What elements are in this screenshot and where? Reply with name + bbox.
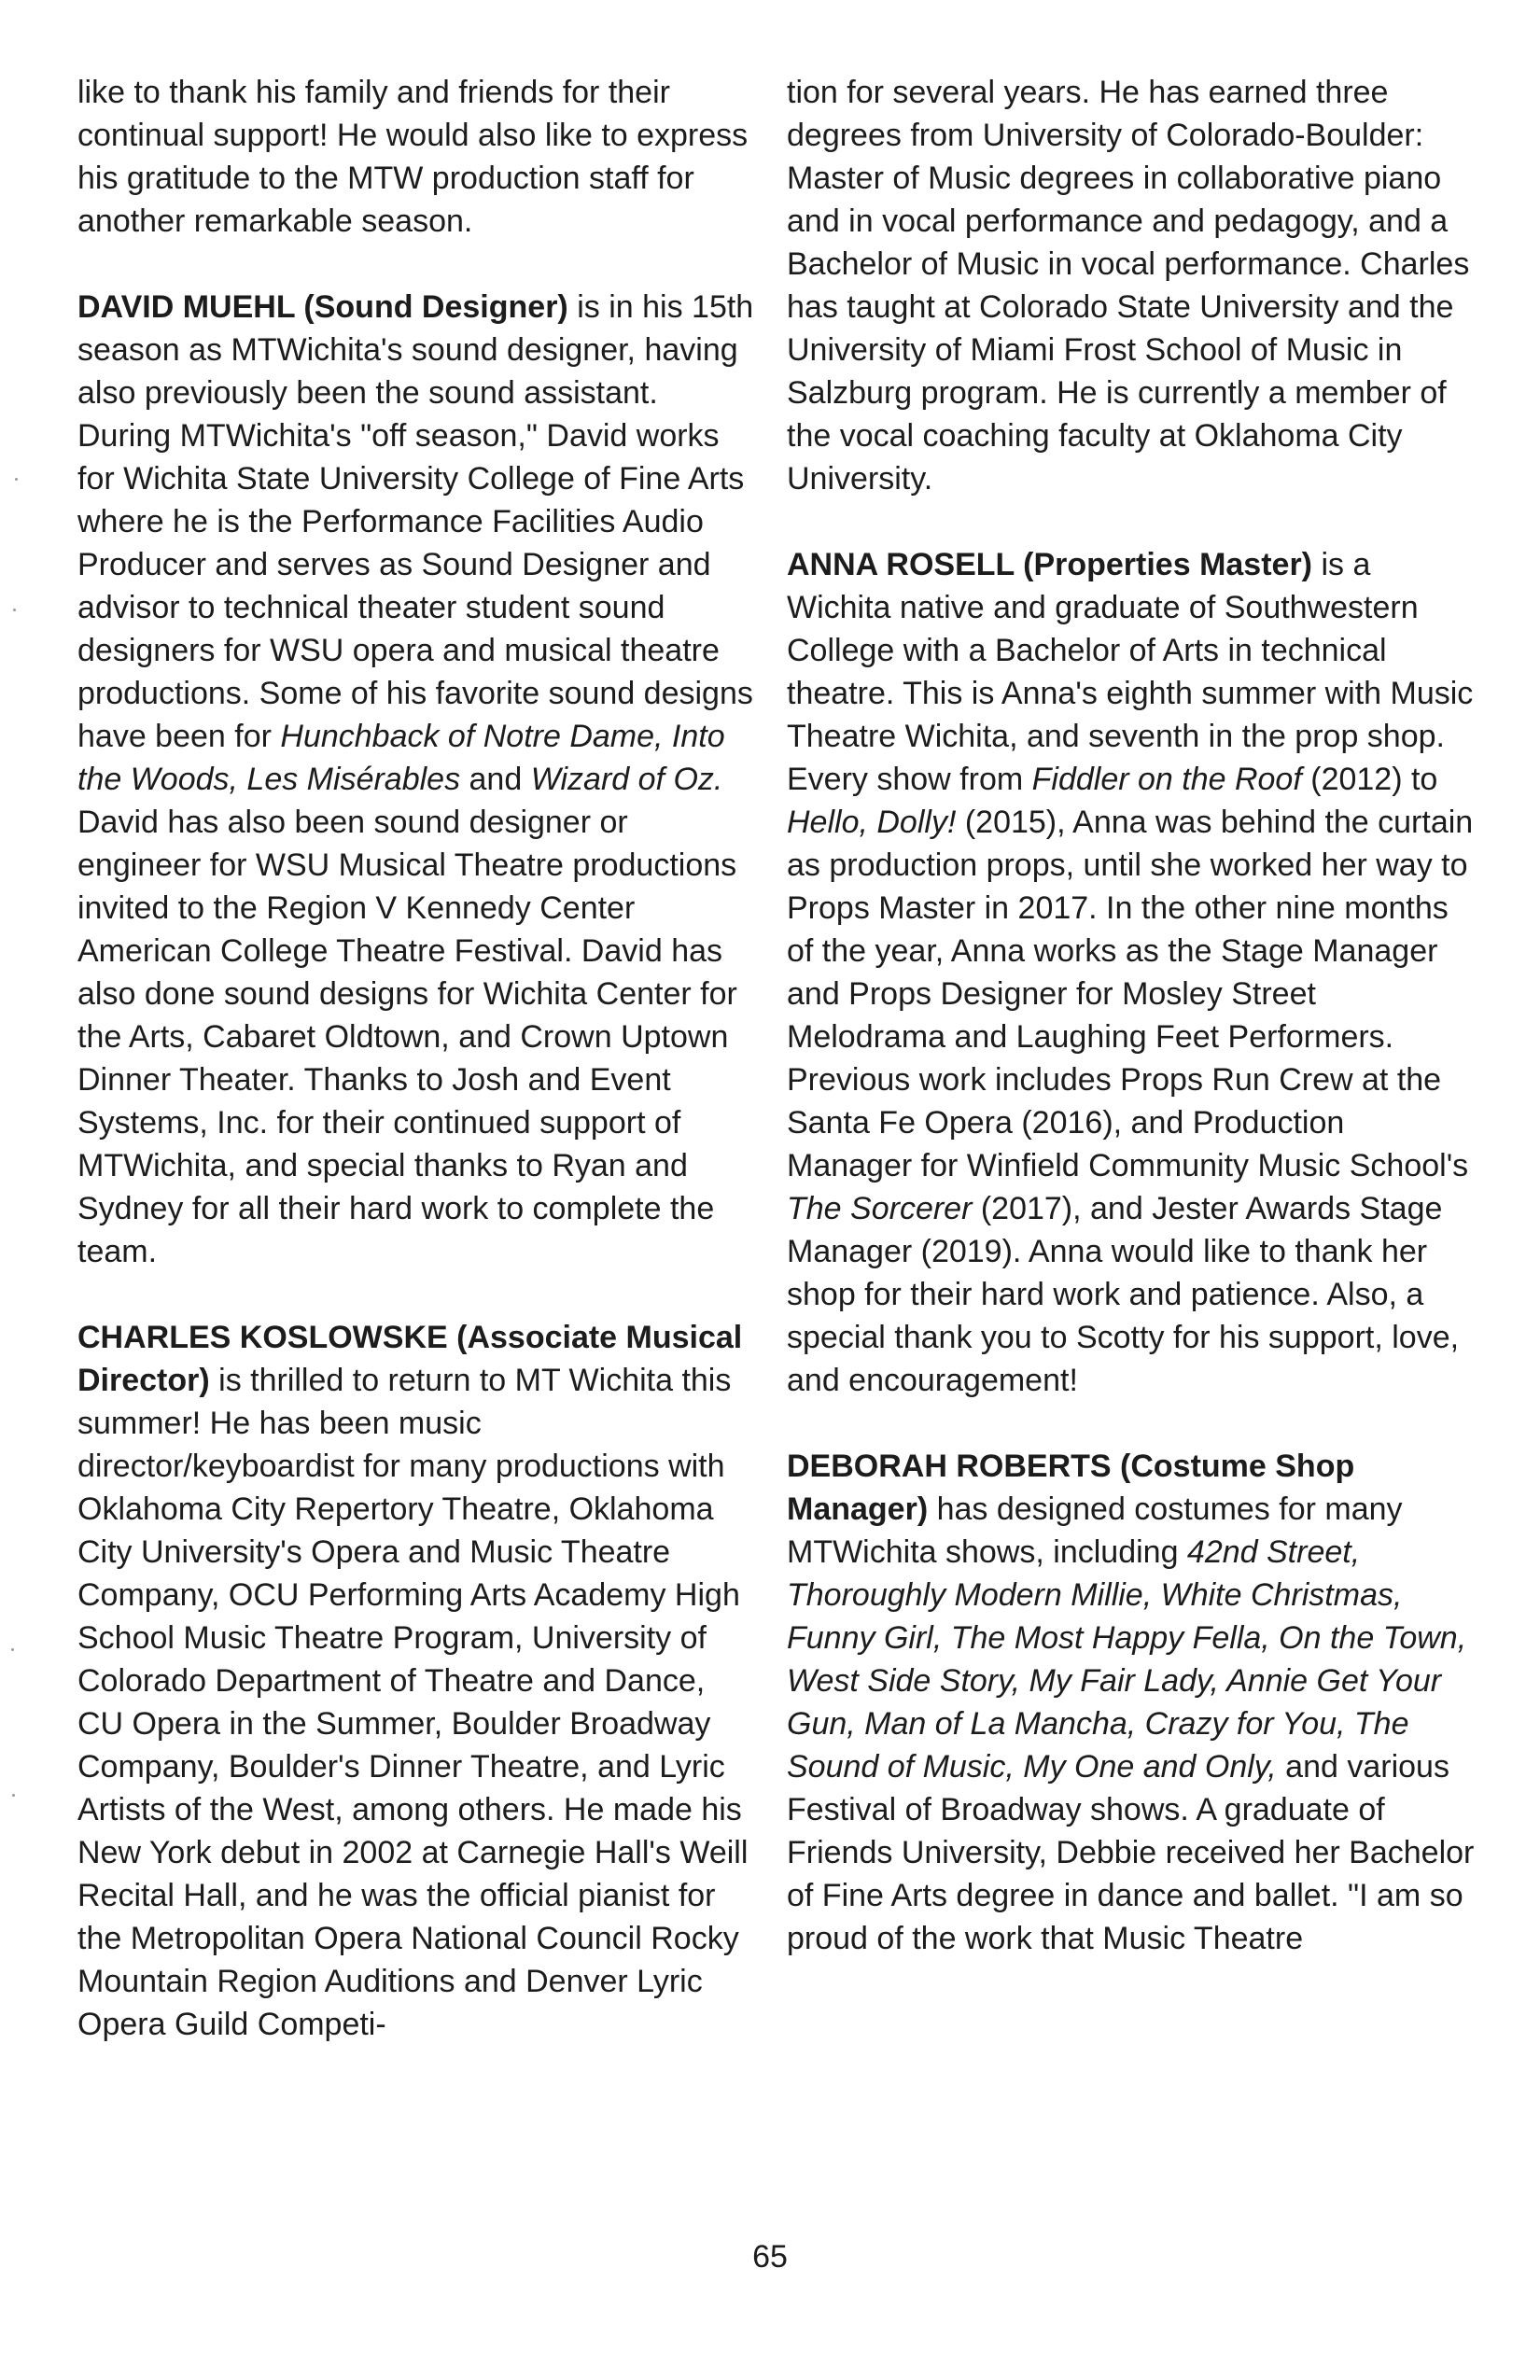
bio-paragraph — [787, 543, 1477, 1402]
bio-text: like to thank his family and friends for their continual support! He would also like to express his gratitude to the MTW production staff for another remarkable season. — [77, 75, 749, 239]
right-column — [787, 71, 1477, 1960]
bio-name-heading: DAVID MUEHL (Sound Designer) — [77, 289, 568, 325]
italic-title-text: Wizard of Oz. — [530, 762, 723, 797]
bio-text: (2017), and Jester Awards Stage Manager (2019). Anna would like to thank her shop for their hard work and patience. Also, a special thank you to Scotty for his support, love, and encouragement! — [787, 1191, 1460, 1398]
italic-title-text: Hunchback of Notre Dame, Into the Woods, Les Misérables — [77, 719, 725, 797]
scan-mark — [15, 478, 18, 481]
bio-text: (2015), Anna was behind the curtain as production props, until she worked her way to Props Master in 2017. In the other nine months of the year, Anna works as the Stage Manager and Props Designer for Mosley Street Melodrama and Laughing Feet Performers. Previous work includes Props Run Crew at the Santa Fe Opera (2016), and Production Manager for Winfield Community Music School's — [787, 805, 1474, 1183]
left-column — [77, 71, 759, 2046]
bio-name-heading: CHARLES KOSLOWSKE (Associate Musical Director) — [77, 1320, 743, 1398]
bio-name-heading: DEBORAH ROBERTS (Costume Shop Manager) — [787, 1449, 1355, 1527]
italic-title-text: Hello, Dolly! — [787, 805, 957, 840]
scan-mark — [13, 609, 16, 611]
bio-paragraph — [77, 71, 759, 243]
italic-title-text: 42nd Street, Thoroughly Modern Millie, White Christmas, Funny Girl, The Most Happy Fella, On the Town, West Side Story, My Fair Lady, Annie Get Your Gun, Man of La Mancha, Crazy for You, The Sound of Music, My One and Only, — [787, 1534, 1467, 1785]
bio-paragraph — [787, 1445, 1477, 1960]
bio-text: (2012) to — [1301, 762, 1438, 797]
bio-text: David has also been sound designer or engineer for WSU Musical Theatre productions invited to the Region V Kennedy Center American College Theatre Festival. David has also done sound designs for Wichita Center for the Arts, Cabaret Oldtown, and Crown Uptown Dinner Theater. Thanks to Josh and Event Systems, Inc. for their continued support of MTWichita, and special thanks to Ryan and Sydney for all their hard work to complete the team. — [77, 805, 737, 1269]
bio-text: and — [460, 762, 531, 797]
bio-text: tion for several years. He has earned three degrees from University of Colorado-Boulder: Master of Music degrees in collaborative piano and in vocal performance and pedagogy, and a Bachelor of Music in vocal performance. Charles has taught at Colorado State University and the University of Miami Frost School of Music in Salzburg program. He is currently a member of the vocal coaching faculty at Oklahoma City University. — [787, 75, 1470, 497]
bio-paragraph — [77, 286, 759, 1273]
bio-text: is a Wichita native and graduate of Southwestern College with a Bachelor of Arts in technical theatre. This is Anna's eighth summer with Music Theatre Wichita, and seventh in the prop shop. Every show from — [787, 547, 1474, 797]
scan-mark — [11, 1648, 14, 1651]
italic-title-text: Fiddler on the Roof — [1031, 762, 1302, 797]
bio-text: has designed costumes for many MTWichita shows, including — [787, 1491, 1403, 1570]
bio-name-heading: ANNA ROSELL (Properties Master) — [787, 547, 1312, 582]
bio-paragraph — [77, 1316, 759, 2046]
bio-text: is in his 15th season as MTWichita's sound designer, having also previously been the sound assistant. During MTWichita's "off season," David works for Wichita State University College of Fine Arts where he is the Performance Facilities Audio Producer and serves as Sound Designer and advisor to technical theater student sound designers for WSU opera and musical theatre productions. Some of his favorite sound designs have been for — [77, 289, 754, 754]
scan-mark — [12, 1794, 15, 1797]
italic-title-text: The Sorcerer — [787, 1191, 973, 1226]
page-number: 65 — [752, 2239, 788, 2275]
bio-text: is thrilled to return to MT Wichita this summer! He has been music director/keyboardist for many productions with Oklahoma City Repertory Theatre, Oklahoma City University's Opera and Music Theatre Company, OCU Performing Arts Academy High School Music Theatre Program, University of Colorado Department of Theatre and Dance, CU Opera in the Summer, Boulder Broadway Company, Boulder's Dinner Theatre, and Lyric Artists of the West, among others. He made his New York debut in 2002 at Carnegie Hall's Weill Recital Hall, and he was the official pianist for the Metropolitan Opera National Council Rocky Mountain Region Auditions and Denver Lyric Opera Guild Competi- — [77, 1363, 749, 2042]
bio-paragraph — [787, 71, 1477, 500]
bio-text: and various Festival of Broadway shows. A graduate of Friends University, Debbie received her Bachelor of Fine Arts degree in dance and ballet. "I am so proud of the work that Music Theatre — [787, 1749, 1475, 1956]
